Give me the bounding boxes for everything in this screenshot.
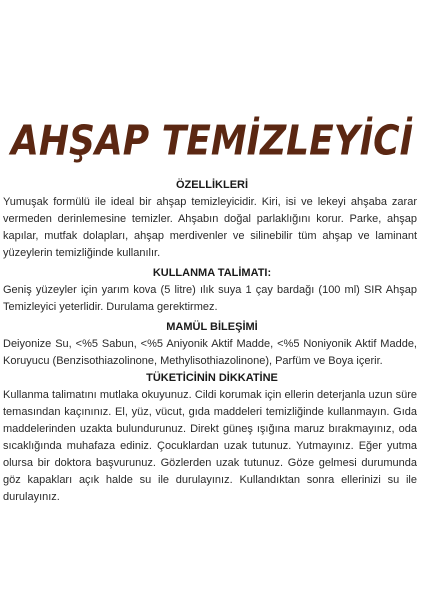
section-text: Deiyonize Su, <%5 Sabun, <%5 Aniyonik Aktif Madde, <%5 Noniyonik Aktif Madde, Koruyucu (Benzisothiazolinone, Methylisothiazolinone), Parfüm ve Boya içerir. bbox=[3, 338, 417, 367]
label-content bbox=[0, 177, 424, 506]
section-warnings bbox=[0, 370, 424, 506]
section-heading: KULLANMA TALİMATI: bbox=[152, 267, 272, 279]
section-text: Geniş yüzeyler için yarım kova (5 litre) ılık suya 1 çay bardağı (100 ml) SIR Ahşap Temizleyici yeterlidir. Durulama gerektirmez. bbox=[3, 284, 417, 313]
section-text: Kullanma talimatını mutlaka okuyunuz. Cildi korumak için ellerin deterjanla uzun süre temasından kaçınınız. El, yüz, vücut, gıda maddeleri temizliğinde kullanmayın. Gıda maddelerinden uzakta bulundurunuz. Direkt güneş ışığına maruz bırakmayınız, oda sıcaklığında muhafaza ediniz. Çocuklardan uzak tutunuz. Yutmayınız. Eğer yutma olursa bir doktora başvurunuz. Gözlerden uzak tutunuz. Göze gelmesi durumunda göz kapakları açık halde su ile durulayınız. Kullandıktan sonra ellerinizi su ile durulayınız. bbox=[3, 389, 417, 503]
section-heading: MAMÜL BİLEŞİMİ bbox=[166, 321, 258, 333]
section-heading: TÜKETİCİNİN DİKKATİNE bbox=[146, 372, 278, 384]
section-heading: ÖZELLİKLERİ bbox=[175, 179, 249, 191]
product-title: AHŞAP TEMİZLEYİCİ bbox=[11, 117, 413, 165]
section-usage bbox=[0, 265, 424, 316]
section-features bbox=[0, 177, 424, 262]
section-composition bbox=[0, 319, 424, 370]
section-text: Yumuşak formülü ile ideal bir ahşap temizleyicidir. Kiri, isi ve lekeyi ahşaba zarar vermeden derinlemesine temizler. Ahşabın doğal parlaklığını korur. Parke, ahşap kapılar, mutfak dolapları, ahşap merdivenler ve silinebilir tüm ahşap ve laminant yüzeylerin temizliğinde kullanılır. bbox=[3, 196, 417, 259]
